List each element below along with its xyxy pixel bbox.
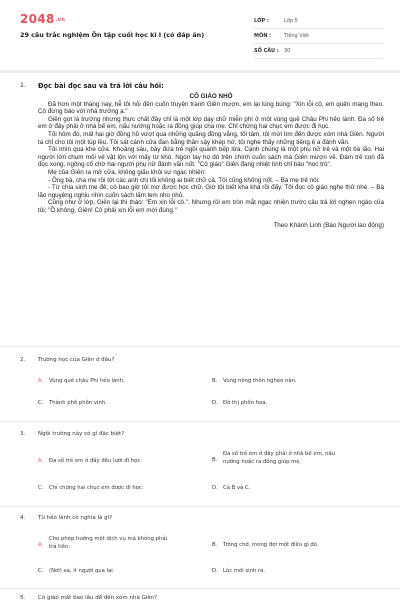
option-text: Vùng nông thôn nghèo nàn. <box>223 378 297 384</box>
option-text: (Nơi) xa, ít người qua lại. <box>49 568 115 574</box>
passage-source: Theo Khánh Linh (Báo Người lao động) <box>273 221 384 229</box>
option-text: Lúc mới sinh ra. <box>223 568 266 574</box>
option-letter: A. <box>38 378 44 384</box>
question-text: Ngôi trường này có gì đặc biệt? <box>38 431 125 437</box>
option-letter: C. <box>38 485 44 491</box>
meta-key: MÔN : <box>254 33 272 39</box>
header-divider <box>0 70 400 73</box>
question-number: 3. <box>20 431 26 437</box>
document-title: 29 câu trắc nghiệm Ôn tập cuối học kì I (có đáp án) <box>20 31 205 39</box>
answer-option-a[interactable] <box>38 377 169 385</box>
passage-title: CÔ GIÁO NHỎ <box>189 93 233 100</box>
option-text: Cả B và C. <box>223 485 251 491</box>
option-letter: B. <box>212 378 218 384</box>
meta-value: 30 <box>284 48 291 54</box>
option-letter: C. <box>38 568 44 574</box>
answer-option-d[interactable] <box>212 484 343 492</box>
answer-option-c[interactable] <box>38 567 169 575</box>
question-number: 2. <box>20 357 26 363</box>
reading-passage <box>38 93 384 229</box>
meta-key: LỚP : <box>254 18 269 24</box>
logo-suffix: .vn <box>55 16 66 23</box>
site-logo[interactable] <box>20 12 65 26</box>
answer-option-b[interactable] <box>212 377 343 385</box>
option-letter: D. <box>212 485 218 491</box>
passage-paragraph: Giên gợi là trường nhưng thực chất đây chỉ là một lớp dạy chữ miễn phí ở một vùng quê Châu Phi hẻo lánh. Đa số trẻ em ở đây phải ở nhà bế em, nấu nướng hoặc ra đồng giúp cha mẹ. Chỉ chừng hai chục em được đi học. <box>38 115 384 131</box>
passage-paragraph: Đã hơn một tháng nay, hễ tôi hỏi đến cuốn truyện tranh Giên mượn, em lại lúng búng: "Xin lỗi cô, em quên mang theo. Cô đừng báo với nhà trường ạ." <box>38 100 384 116</box>
question-text: Trường học của Giên ở đâu? <box>38 357 115 363</box>
answer-option-d[interactable] <box>212 567 343 575</box>
meta-value: Lớp 5 <box>284 18 298 24</box>
passage-paragraph: Tôi nhìn qua khe cửa. Khoảng sáu, bảy đứa trẻ ngồi quanh bếp lửa. Cạnh chúng là một phụ nữ trẻ và một bà lão. Hai người lớn chụm môi vẻ vật lộn với mấy từ khó. Ngón tay họ dò trên chính cuốn sách mà Giên mượn về. Đám trẻ con đã đọc xong, ngồng cổ chờ hai người phụ nữ đánh vần nốt. "Cô giáo" Giên đang nhiệt tình chỉ bảo "học trò". <box>38 146 384 169</box>
question-text: Cô giáo mất bao lâu để đến xóm nhà Giên? <box>38 595 158 600</box>
answer-option-a[interactable] <box>38 535 169 551</box>
passage-paragraph: - Ông bà, cha mẹ rồi tới các anh chị tôi không ai biết chữ cả. Tôi cũng không nốt. – Bà mẹ trẻ nói. <box>48 176 320 184</box>
answer-option-d[interactable] <box>212 399 343 407</box>
answer-option-b[interactable] <box>212 450 349 466</box>
option-letter: A. <box>38 458 44 464</box>
option-text: Thành phố phồn vinh. <box>49 400 107 406</box>
question-number: 4. <box>20 515 26 521</box>
option-text: Trông chờ, mong đợi một điều gì đó. <box>223 542 319 548</box>
passage-paragraph: Tối hôm đó, mất hai giờ đồng hồ vượt qua những quãng đồng vắng, tôi tâm, tôi mới tìm đến được xóm nhà Giên. Người ta chỉ cho tôi một túp lều. Tôi sát cánh cửa đan bằng thân sậy khép hờ, tôi nghe thấy những tiếng ê a đánh vần. <box>38 130 384 146</box>
passage-paragraph: - Từ chia sinh mẹ đẻ, có bao giờ tôi mơ được học chữ. Giờ tôi biết kha khá rồi đấy. Tôi đọc cô giáo nghe thử nhé. – Bà lão nguyệng nghịu nhìn cuốn sách lấm lem nho nhỏ. <box>38 184 384 199</box>
question-divider <box>0 421 400 422</box>
option-text: Đa số trẻ em ở đây đều lười đi học. <box>49 458 142 464</box>
option-letter: C. <box>38 400 44 406</box>
question-heading: Đọc bài đọc sau và trả lời câu hỏi: <box>38 82 164 90</box>
answer-option-c[interactable] <box>38 399 169 407</box>
passage-paragraph: Cũng như ở lớp, Giên lại thì thào: "Em xin lỗi cô.". Nhưng rồi em tròn mắt ngạc nhiên trước câu trả lời nghẹn ngào của tôi: "Ồ không, Giên! Cô phải xin lỗi em mới đúng." <box>38 199 384 214</box>
option-letter: B. <box>212 457 218 463</box>
meta-row-class <box>254 14 382 29</box>
answer-option-a[interactable] <box>38 457 169 465</box>
option-text: Cho phép hướng một dịch vụ mà không phải trả tiền. <box>49 536 168 550</box>
meta-key: SỐ CÂU : <box>254 48 279 54</box>
option-letter: D. <box>212 568 218 574</box>
question-divider <box>0 346 400 347</box>
meta-row-count <box>254 44 382 59</box>
meta-table <box>254 14 382 59</box>
question-divider <box>0 588 400 589</box>
logo-text: 2048 <box>20 12 55 26</box>
answer-option-c[interactable] <box>38 484 169 492</box>
option-letter: B. <box>212 542 218 548</box>
meta-value: Tiếng Việt <box>284 33 310 39</box>
option-text: Đa số trẻ em ở đây phải ở nhà bế em, nấu nướng hoặc ra đồng giúp mẹ. <box>223 451 336 465</box>
option-letter: D. <box>212 400 218 406</box>
question-number: 1. <box>20 82 26 89</box>
option-text: Vùng quê châu Phi hẻo lánh. <box>49 378 125 384</box>
answer-option-b[interactable] <box>212 541 363 549</box>
question-divider <box>0 506 400 507</box>
meta-row-subject <box>254 29 382 44</box>
option-text: Đô thị phồn hoa. <box>223 400 268 406</box>
option-letter: A. <box>38 542 44 548</box>
question-number: 5. <box>20 595 26 600</box>
question-text: Từ hẻo lánh có nghĩa là gì? <box>38 515 113 521</box>
option-text: Chỉ chừng hai chục em được đi học. <box>49 485 144 491</box>
passage-paragraph: Mẹ của Giên ra mở cửa, không giấu khỏi sự ngạc nhiên: <box>48 168 206 176</box>
